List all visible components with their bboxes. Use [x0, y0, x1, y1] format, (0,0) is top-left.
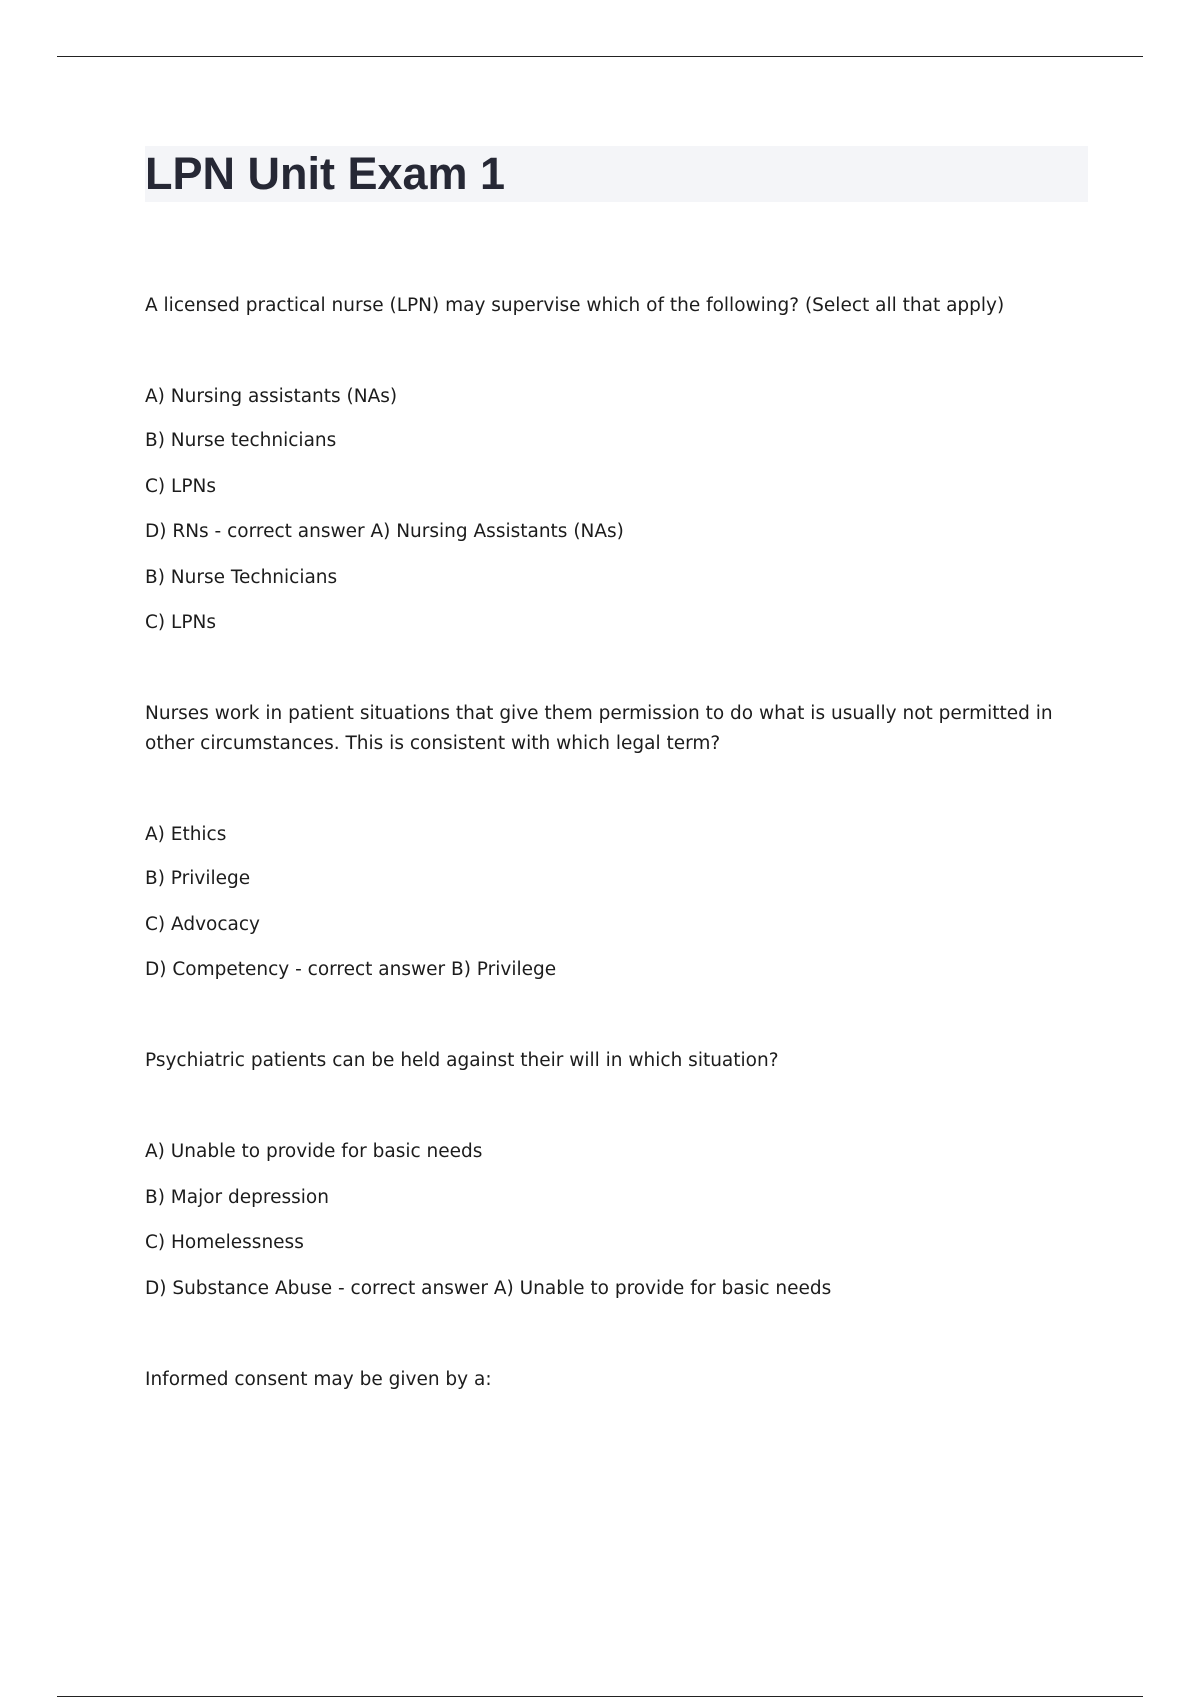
question-4-prompt: Informed consent may be given by a:	[145, 1369, 492, 1390]
question-3-line-2: B) Major depression	[145, 1187, 329, 1208]
question-2-prompt: Nurses work in patient situations that give them permission to do what is usually not permitted in other circumstances. This is consistent with which legal term?	[145, 703, 1053, 754]
question-3-line-1: A) Unable to provide for basic needs	[145, 1141, 483, 1162]
question-2-line-4: D) Competency - correct answer B) Privilege	[145, 959, 557, 980]
bottom-rule	[57, 1696, 1143, 1697]
top-rule	[57, 56, 1143, 57]
question-1-line-4: D) RNs - correct answer A) Nursing Assistants (NAs)	[145, 521, 624, 542]
question-2-line-2: B) Privilege	[145, 868, 251, 889]
question-3-line-3: C) Homelessness	[145, 1232, 304, 1253]
question-1-line-2: B) Nurse technicians	[145, 430, 337, 451]
question-3-prompt: Psychiatric patients can be held against their will in which situation?	[145, 1050, 779, 1071]
question-1-line-5: B) Nurse Technicians	[145, 567, 338, 588]
question-1-line-3: C) LPNs	[145, 476, 216, 497]
question-2-line-1: A) Ethics	[145, 824, 227, 845]
question-1-line-1: A) Nursing assistants (NAs)	[145, 386, 398, 407]
question-1-prompt: A licensed practical nurse (LPN) may supervise which of the following? (Select all that apply)	[145, 295, 1005, 316]
document-title: LPN Unit Exam 1	[145, 148, 506, 199]
question-3-line-4: D) Substance Abuse - correct answer A) Unable to provide for basic needs	[145, 1278, 832, 1299]
question-2-line-3: C) Advocacy	[145, 914, 260, 935]
question-1-line-6: C) LPNs	[145, 612, 216, 633]
